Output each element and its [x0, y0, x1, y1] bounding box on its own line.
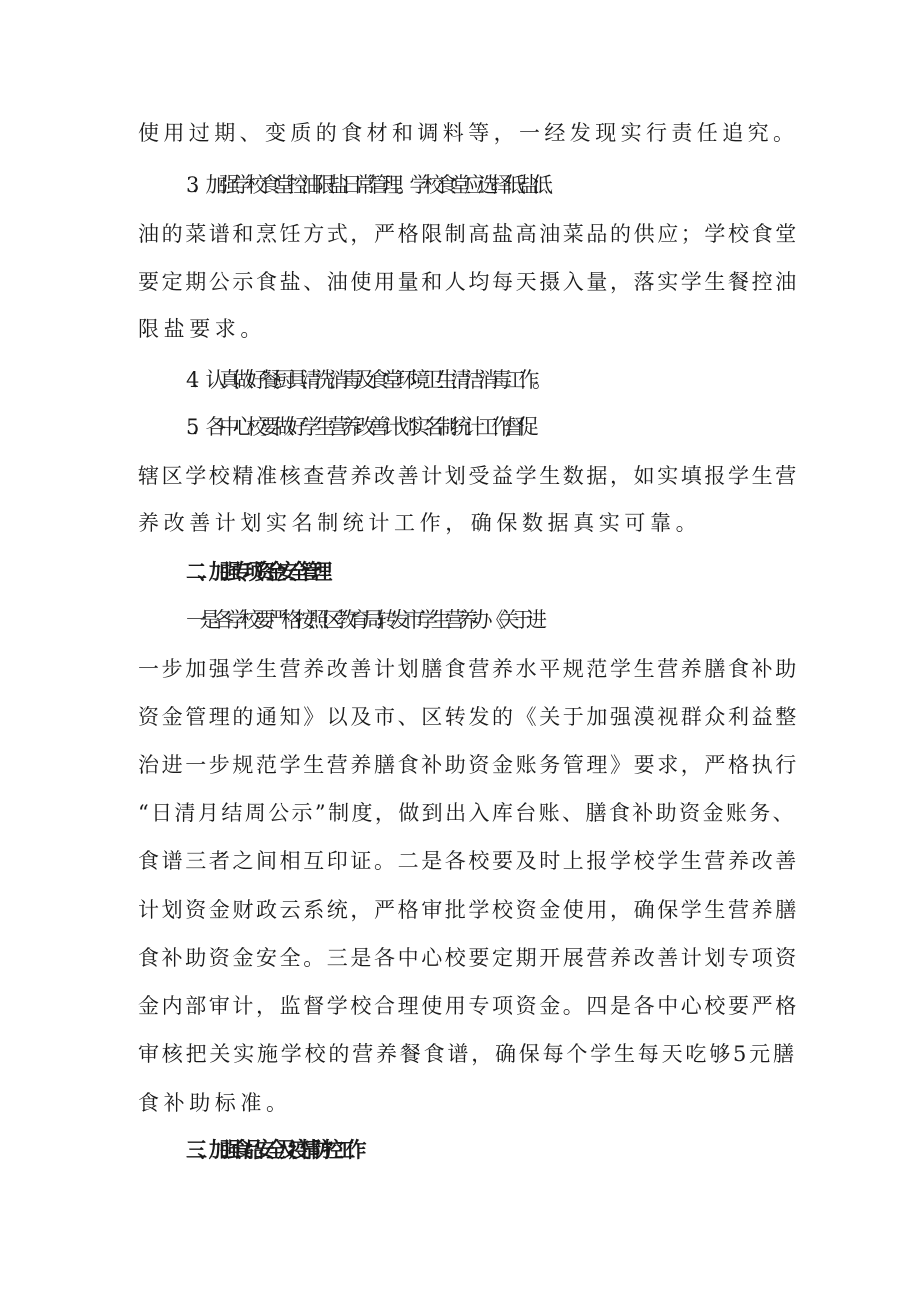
- body-text-line: 3．加强学校食堂控油限盐日常管理。学校食堂应选择低盐低: [186, 173, 546, 197]
- body-text-line: 一步加强学生营养改善计划膳食营养水平规范学生营养膳食补助: [138, 657, 799, 681]
- body-text-line: 资金管理的通知》以及市、区转发的《关于加强漠视群众利益整: [138, 705, 799, 729]
- body-text-line: 一是各学校要严格按照区教育局转发市学生营养办《关于进: [186, 608, 540, 632]
- body-text-line: 治进一步规范学生营养膳食补助资金账务管理》要求，严格执行: [138, 753, 799, 777]
- body-text-line: “日清月结周公示”制度，做到出入库台账、膳食补助资金账务、: [138, 801, 797, 825]
- body-text-line: 辖区学校精准核查营养改善计划受益学生数据，如实填报学生营: [138, 464, 799, 488]
- body-text-line: 使用过期、变质的食材和调料等，一经发现实行责任追究。: [138, 121, 799, 145]
- section-heading: 三、加强食品安全及疫情防控工作: [186, 1138, 357, 1162]
- body-text-line: 油的菜谱和烹饪方式，严格限制高盐高油菜品的供应；学校食堂: [138, 222, 799, 246]
- body-text-line: 审核把关实施学校的营养餐食谱，确保每个学生每天吃够5元膳: [138, 1042, 797, 1066]
- body-text-line: 5．各中心校要做好学生营养改善计划实名制统计工作,督促: [186, 415, 532, 439]
- section-heading: 二、加强专项资金安全管理: [186, 560, 323, 584]
- body-text-line: 养改善计划实名制统计工作，确保数据真实可靠。: [138, 511, 702, 535]
- body-text-line: 食补助资金安全。三是各中心校要定期开展营养改善计划专项资: [138, 946, 799, 970]
- body-text-line: 4．认真做好餐厨具清洗消毒及食堂环境卫生清洁消毒工作。: [186, 368, 546, 392]
- body-text-line: 要定期公示食盐、油使用量和人均每天摄入量，落实学生餐控油: [138, 270, 799, 294]
- body-text-line: 计划资金财政云系统，严格审批学校资金使用，确保学生营养膳: [138, 898, 799, 922]
- body-text-line: 食补助标准。: [138, 1091, 292, 1115]
- body-text-line: 限盐要求。: [138, 317, 266, 341]
- body-text-line: 食谱三者之间相互印证。二是各校要及时上报学校学生营养改善: [138, 849, 799, 873]
- body-text-line: 金内部审计，监督学校合理使用专项资金。四是各中心校要严格: [138, 994, 799, 1018]
